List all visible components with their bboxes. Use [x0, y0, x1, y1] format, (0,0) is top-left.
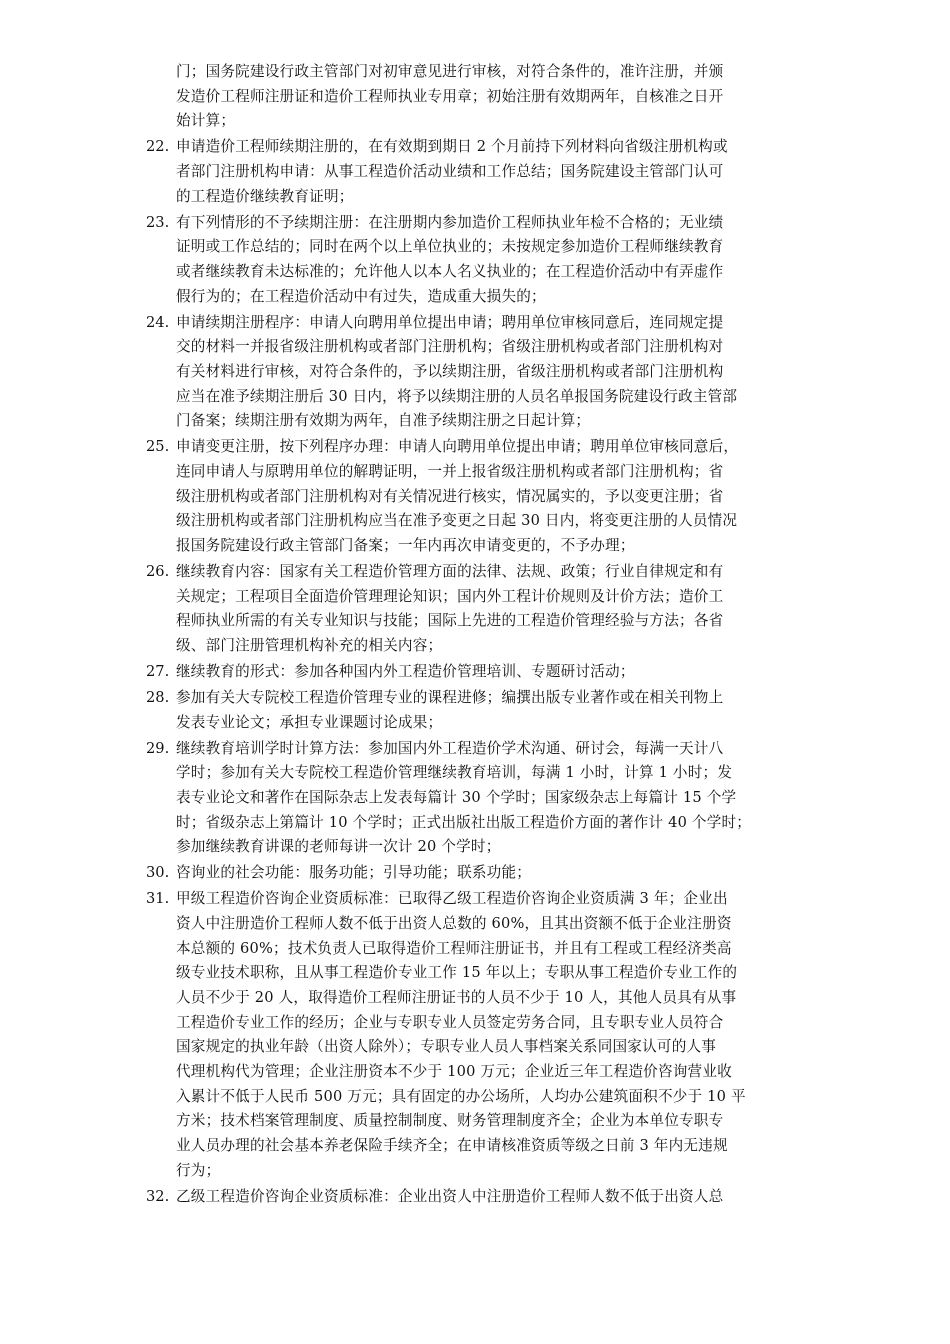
- item-text-line: 乙级工程造价咨询企业资质标准：企业出资人中注册造价工程师人数不低于出资人总: [176, 1187, 724, 1205]
- item-text-line: 申请变更注册，按下列程序办理：申请人向聘用单位提出申请；聘用单位审核同意后，: [176, 438, 739, 456]
- item-text-line: 甲级工程造价咨询企业资质标准：已取得乙级工程造价咨询企业资质满 3 年；企业出: [176, 890, 728, 908]
- item-text-line: 本总额的 60%；技术负责人已取得造价工程师注册证书，并且有工程或工程经济类高: [176, 939, 732, 957]
- item-text-line: 申请造价工程师续期注册的，在有效期到期日 2 个月前持下列材料向省级注册机构或: [176, 138, 728, 156]
- item-text-line: 程师执业所需的有关专业知识与技能；国际上先进的工程造价管理经验与方法；各省: [176, 612, 724, 630]
- item-text-line: 方米；技术档案管理制度、质量控制制度、财务管理制度齐全；企业为本单位专职专: [176, 1112, 724, 1130]
- item-text-line: 级注册机构或者部门注册机构应当在准予变更之日起 30 日内，将变更注册的人员情况: [176, 512, 738, 530]
- item-text-line: 行为；: [176, 1161, 221, 1179]
- item-text-line: 者部门注册机构申请：从事工程造价活动业绩和工作总结；国务院建设主管部门认可: [176, 163, 724, 180]
- item-text-line: 代理机构代为管理；企业注册资本不少于 100 万元；企业近三年工程造价咨询营业收: [176, 1063, 732, 1080]
- item-text-line: 表专业论文和著作在国际杂志上发表每篇计 30 个学时；国家级杂志上每篇计 15 个学: [176, 788, 737, 806]
- item-text-line: 应当在准予续期注册后 30 日内，将予以续期注册的人员名单报国务院建设行政主管部: [176, 387, 738, 405]
- item-text-line: 门备案；续期注册有效期为两年，自准予续期注册之日起计算；: [176, 412, 591, 430]
- item-text-line: 证明或工作总结的；同时在两个以上单位执业的；未按规定参加造价工程师继续教育: [176, 238, 724, 256]
- item-number: 22.: [146, 138, 170, 156]
- item-text-line: 关规定；工程项目全面造价管理理论知识；国内外工程计价规则及计价方法；造价工: [176, 587, 724, 605]
- item-number: 29.: [146, 739, 170, 757]
- item-text-line: 报国务院建设行政主管部门备案；一年内再次申请变更的，不予办理；: [176, 537, 635, 555]
- item-text-line: 人员不少于 20 人，取得造价工程师注册证书的人员不少于 10 人，其他人员具有从事: [176, 988, 737, 1006]
- item-number: 23.: [146, 213, 170, 231]
- item-text-line: 发造价工程师注册证和造价工程师执业专用章；初始注册有效期两年，自核准之日开: [176, 87, 724, 105]
- item-text-line: 入累计不低于人民币 500 万元；具有固定的办公场所，人均办公建筑面积不少于 10 平: [176, 1087, 746, 1105]
- item-number: 32.: [146, 1187, 170, 1205]
- item-number: 31.: [146, 890, 170, 908]
- item-text-line: 咨询业的社会功能：服务功能；引导功能；联系功能；: [176, 864, 532, 882]
- item-text-line: 学时；参加有关大专院校工程造价管理继续教育培训，每满 1 小时，计算 1 小时；发: [176, 764, 733, 782]
- item-text-line: 交的材料一并报省级注册机构或者部门注册机构；省级注册机构或者部门注册机构对: [176, 338, 724, 356]
- item-text-line: 级、部门注册管理机构补充的相关内容；: [176, 637, 443, 655]
- item-text-line: 参加继续教育讲课的老师每讲一次计 20 个学时；: [176, 838, 501, 856]
- item-text-line: 级专业技术职称，且从事工程造价专业工作 15 年以上；专职从事工程造价专业工作的: [176, 964, 738, 982]
- item-text-line: 参加有关大专院校工程造价管理专业的课程进修；编撰出版专业著作或在相关刊物上: [176, 688, 724, 706]
- item-text-line: 国家规定的执业年龄（出资人除外）；专职专业人员人事档案关系同国家认可的人事: [176, 1038, 717, 1056]
- item-text-line: 发表专业论文；承担专业课题讨论成果；: [176, 713, 443, 731]
- item-text-line: 业人员办理的社会基本养老保险手续齐全；在申请核准资质等级之日前 3 年内无违规: [176, 1137, 728, 1155]
- item-number: 26.: [146, 563, 170, 580]
- item-number: 25.: [146, 438, 170, 456]
- item-text-line: 时；省级杂志上第篇计 10 个学时；正式出版社出版工程造价方面的著作计 40 个学时；: [176, 813, 752, 831]
- item-number: 24.: [146, 313, 170, 331]
- item-text-line: 始计算；: [176, 112, 236, 130]
- item-text-line: 继续教育内容：国家有关工程造价管理方面的法律、法规、政策；行业自律规定和有: [176, 563, 724, 580]
- item-text-line: 有下列情形的不予续期注册：在注册期内参加造价工程师执业年检不合格的；无业绩: [176, 213, 724, 231]
- item-text-line: 工程造价专业工作的经历；企业与专职专业人员签定劳务合同，且专职专业人员符合: [176, 1013, 724, 1031]
- item-text-line: 级注册机构或者部门注册机构对有关情况进行核实，情况属实的，予以变更注册；省: [176, 487, 724, 505]
- item-text-line: 申请续期注册程序：申请人向聘用单位提出申请；聘用单位审核同意后，连同规定提: [176, 313, 724, 331]
- item-text-line: 继续教育培训学时计算方法：参加国内外工程造价学术沟通、研讨会，每满一天计八: [176, 739, 724, 757]
- item-number: 27.: [146, 663, 170, 680]
- item-text-line: 继续教育的形式：参加各种国内外工程造价管理培训、专题研讨活动；: [176, 663, 635, 680]
- item-text-line: 的工程造价继续教育证明；: [176, 187, 354, 205]
- item-number: 30.: [146, 864, 170, 882]
- item-text-line: 资人中注册造价工程师人数不低于出资人总数的 60%，且其出资额不低于企业注册资: [176, 914, 732, 932]
- item-text-line: 或者继续教育未达标准的；允许他人以本人名义执业的；在工程造价活动中有弄虚作: [176, 263, 724, 280]
- item-number: 28.: [146, 688, 170, 706]
- item-text-line: 连同申请人与原聘用单位的解聘证明，一并上报省级注册机构或者部门注册机构；省: [176, 463, 724, 480]
- item-text-line: 假行为的；在工程造价活动中有过失，造成重大损失的；: [176, 287, 546, 305]
- item-text-line: 门；国务院建设行政主管部门对初审意见进行审核，对符合条件的，准许注册，并颁: [176, 63, 724, 80]
- item-text-line: 有关材料进行审核，对符合条件的，予以续期注册，省级注册机构或者部门注册机构: [176, 363, 724, 380]
